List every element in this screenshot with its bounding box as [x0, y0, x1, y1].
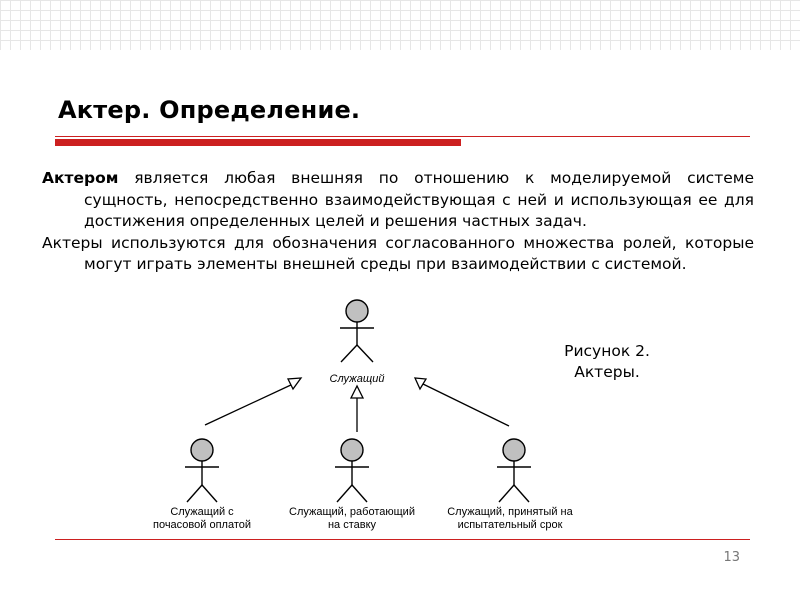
actor-child-2-left-leg: [337, 485, 352, 502]
arrow-left-line: [205, 384, 293, 425]
actor-child-2-right-leg: [352, 485, 367, 502]
generalization-arrows: [205, 378, 509, 432]
actor-child-2-label-line1: Служащий, работающий: [289, 506, 415, 518]
definition-paragraph-1-text: является любая внешняя по отношению к моделируемой системе сущность, непосредственно взаимодействующая с ней и использующая ее для достижения определенных целей и решения частных задач.: [84, 169, 754, 230]
actor-child-1-left-leg: [187, 485, 202, 502]
arrow-center-head: [351, 386, 363, 398]
arrow-left-head: [288, 378, 301, 389]
actor-parent: [340, 300, 374, 362]
definition-term: Актером: [42, 169, 119, 187]
actor-child-3-left-leg: [499, 485, 514, 502]
actor-child-3-label-line2: испытательный срок: [457, 519, 563, 531]
figure-caption-line1: Рисунок 2.: [564, 342, 650, 360]
definition-paragraph-2: Актеры используются для обозначения согласованного множества ролей, которые могут играть элементы внешней среды при взаимодействии с системой.: [42, 233, 754, 273]
actor-child-3-head: [503, 439, 525, 461]
actor-parent-right-leg: [357, 345, 373, 362]
actor-child-3-right-leg: [514, 485, 529, 502]
arrow-right-line: [423, 384, 509, 426]
actor-child-2-label-line2: на ставку: [327, 519, 377, 531]
actor-child-3-label-line1: Служащий, принятый на: [447, 506, 573, 518]
actor-child-1-right-leg: [202, 485, 217, 502]
arrow-right-head: [415, 378, 426, 389]
actor-child-2-head: [341, 439, 363, 461]
actor-child-1-label-line1: Служащий с: [170, 506, 234, 518]
footer-rule: [55, 539, 750, 540]
actor-child-1: [185, 439, 219, 502]
figure-caption: [540, 341, 674, 383]
actor-child-1-head: [191, 439, 213, 461]
actor-child-2: [335, 439, 369, 502]
actor-child-3: [497, 439, 531, 502]
actor-parent-head: [346, 300, 368, 322]
figure-caption-line2: Актеры.: [574, 363, 640, 381]
page-number: 13: [723, 550, 740, 565]
actor-parent-label: Служащий: [329, 373, 385, 385]
slide-title: Актер. Определение.: [58, 96, 361, 124]
actor-parent-left-leg: [341, 345, 357, 362]
actor-child-1-label-line2: почасовой оплатой: [152, 519, 252, 531]
